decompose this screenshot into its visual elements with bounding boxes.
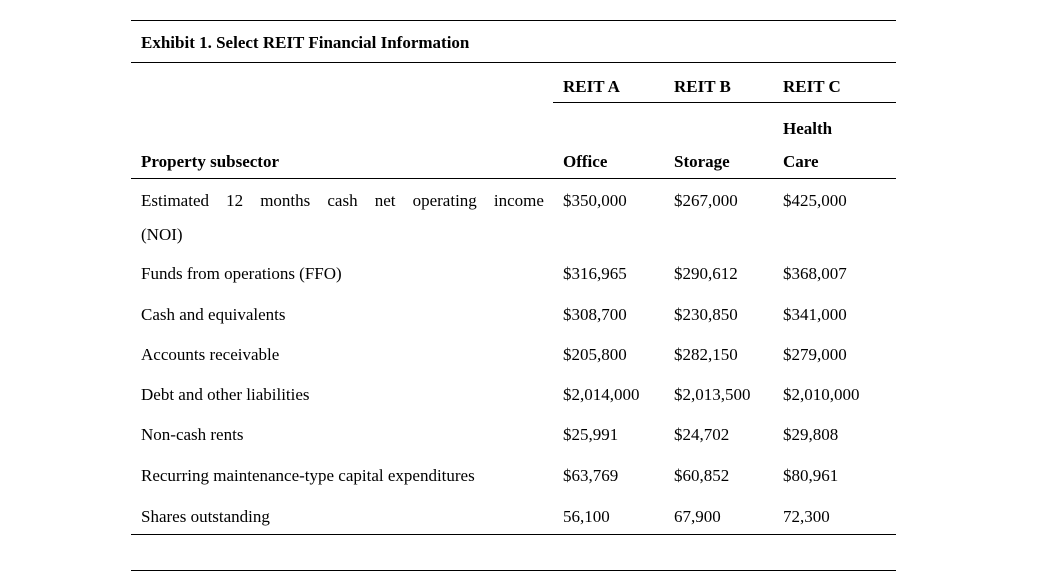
row-cash-reit-a: $308,700 bbox=[563, 305, 627, 324]
exhibit-title: Exhibit 1. Select REIT Financial Information bbox=[141, 33, 470, 52]
label-word: income bbox=[493, 191, 544, 210]
label-word: cash bbox=[327, 191, 358, 210]
row-cash-label: Cash and equivalents bbox=[141, 305, 286, 324]
row-shares-reit-c: 72,300 bbox=[783, 507, 830, 526]
row-debt-label: Debt and other liabilities bbox=[141, 385, 310, 404]
row-receivable-reit-a: $205,800 bbox=[563, 345, 627, 364]
top-rule bbox=[131, 20, 896, 21]
row-capex-label: Recurring maintenance-type capital expenditures bbox=[141, 466, 475, 485]
row-debt-reit-c: $2,010,000 bbox=[783, 385, 860, 404]
row-ffo-reit-c: $368,007 bbox=[783, 264, 847, 283]
label-word: Estimated bbox=[141, 191, 209, 210]
row-receivable-reit-c: $279,000 bbox=[783, 345, 847, 364]
row-noncash-reit-c: $29,808 bbox=[783, 425, 839, 444]
row-debt-reit-b: $2,013,500 bbox=[674, 385, 751, 404]
column-header-reit-b: REIT B bbox=[674, 77, 731, 96]
table-bottom-rule bbox=[131, 534, 896, 535]
row-ffo-reit-b: $290,612 bbox=[674, 264, 738, 283]
row-cash-reit-b: $230,850 bbox=[674, 305, 738, 324]
row-receivable-reit-b: $282,150 bbox=[674, 345, 738, 364]
row-shares-reit-a: 56,100 bbox=[563, 507, 610, 526]
row-ffo-reit-a: $316,965 bbox=[563, 264, 627, 283]
row-receivable-label: Accounts receivable bbox=[141, 345, 280, 364]
row-noi-reit-c: $425,000 bbox=[783, 191, 847, 210]
title-bottom-rule bbox=[131, 62, 896, 63]
row-noi-reit-b: $267,000 bbox=[674, 191, 738, 210]
row-capex-reit-c: $80,961 bbox=[783, 466, 839, 485]
subsector-label: Property subsector bbox=[141, 152, 280, 171]
label-word: net bbox=[374, 191, 396, 210]
row-shares-label: Shares outstanding bbox=[141, 507, 270, 526]
row-cash-reit-c: $341,000 bbox=[783, 305, 847, 324]
subsector-reit-a: Office bbox=[563, 152, 608, 171]
row-noncash-reit-b: $24,702 bbox=[674, 425, 730, 444]
label-word: operating bbox=[412, 191, 477, 210]
row-noi-reit-a: $350,000 bbox=[563, 191, 627, 210]
row-capex-reit-b: $60,852 bbox=[674, 466, 730, 485]
subsector-reit-c-line2: Care bbox=[783, 152, 819, 171]
subsector-reit-c-line1: Health bbox=[783, 119, 833, 138]
row-noncash-label: Non-cash rents bbox=[141, 425, 244, 444]
column-header-reit-c: REIT C bbox=[783, 77, 841, 96]
label-word: 12 bbox=[226, 191, 244, 210]
row-noi-label-line1 bbox=[141, 191, 544, 211]
column-header-reit-a: REIT A bbox=[563, 77, 620, 96]
row-ffo-label: Funds from operations (FFO) bbox=[141, 264, 342, 283]
page-bottom-rule bbox=[131, 570, 896, 571]
row-noi-label-line2: (NOI) bbox=[141, 225, 183, 244]
label-word: months bbox=[260, 191, 311, 210]
header-bottom-rule bbox=[131, 178, 896, 179]
column-header-rule bbox=[553, 102, 896, 103]
row-capex-reit-a: $63,769 bbox=[563, 466, 619, 485]
row-noncash-reit-a: $25,991 bbox=[563, 425, 619, 444]
row-shares-reit-b: 67,900 bbox=[674, 507, 721, 526]
row-debt-reit-a: $2,014,000 bbox=[563, 385, 640, 404]
subsector-reit-b: Storage bbox=[674, 152, 730, 171]
